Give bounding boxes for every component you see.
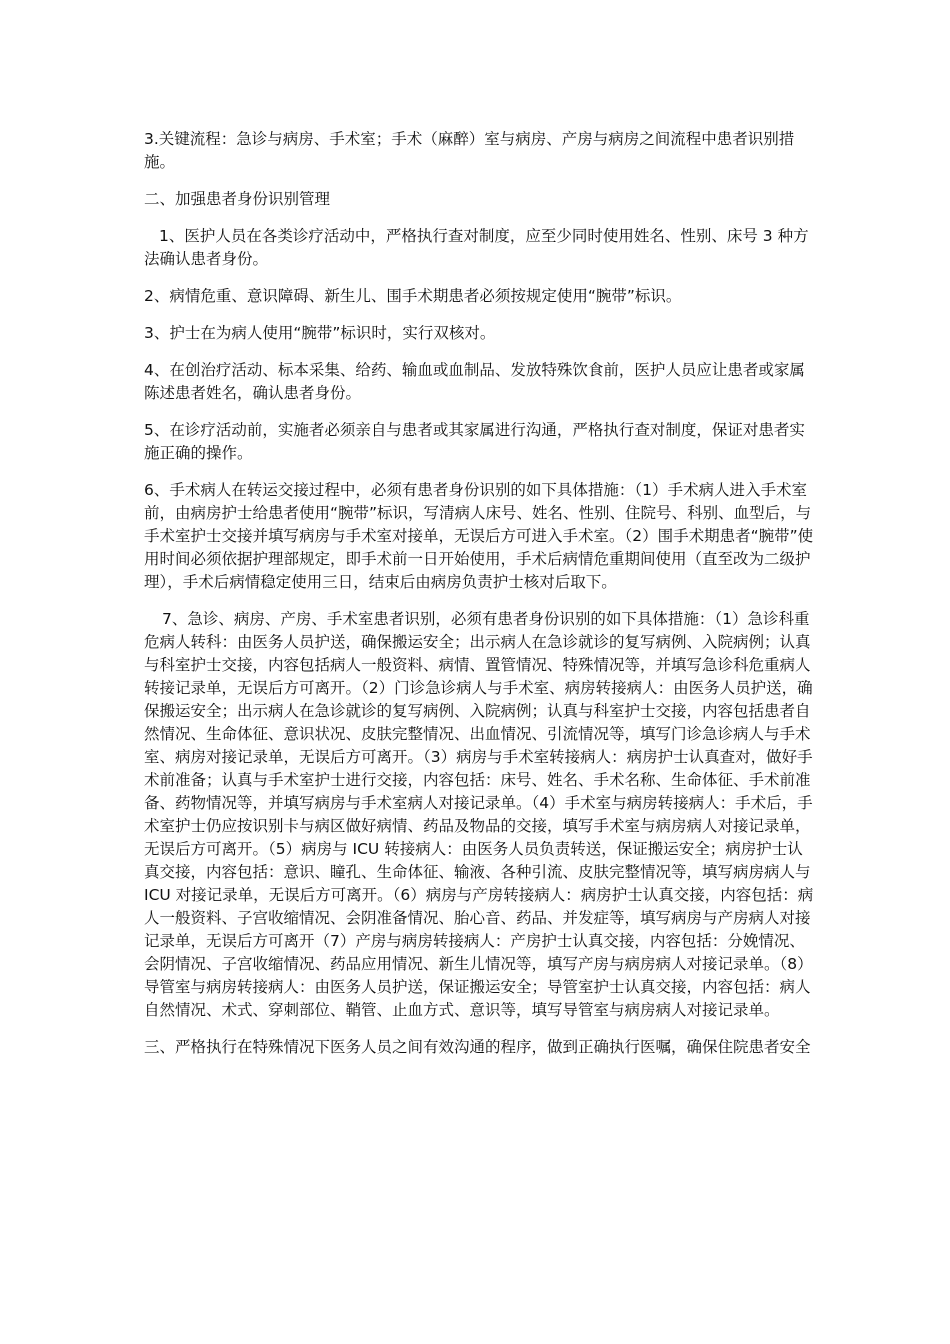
section-heading-communication: 三、严格执行在特殊情况下医务人员之间有效沟通的程序，做到正确执行医嘱，确保住院患者安全 xyxy=(144,1038,811,1056)
document-body xyxy=(144,128,816,1073)
paragraph-item-3: 3、护士在为病人使用“腕带”标识时，实行双核对。 xyxy=(144,324,496,342)
paragraph-item-7: 7、急诊、病房、产房、手术室患者识别，必须有患者身份识别的如下具体措施：（1）急诊科重危病人转科：由医务人员护送，确保搬运安全；出示病人在急诊就诊的复写病例、入院病例；认真与科室护士交接，内容包括病人一般资料、病情、置管情况、特殊情况等，并填写急诊科危重病人转接记录单，无误后方可离开。（2）门诊急诊病人与手术室、病房转接病人：由医务人员护送，确保搬运安全；出示病人在急诊就诊的复写病例、入院病例；认真与科室护士交接，内容包括患者自然情况、生命体征、意识状况、皮肤完整情况、出血情况、引流情况等，填写门诊急诊病人与手术室、病房对接记录单，无误后方可离开。（3）病房与手术室转接病人：病房护士认真查对，做好手术前准备；认真与手术室护士进行交接，内容包括：床号、姓名、手术名称、生命体征、手术前准备、药物情况等，并填写病房与手术室病人对接记录单。（4）手术室与病房转接病人：手术后，手术室护士仍应按识别卡与病区做好病情、药品及物品的交接，填写手术室与病房病人对接记录单，无误后方可离开。（5）病房与 ICU 转接病人：由医务人员负责转送，保证搬运安全；病房护士认真交接，内容包括：意识、瞳孔、生命体征、输液、各种引流、皮肤完整情况等，填写病房病人与 ICU 对接记录单，无误后方可离开。（6）病房与产房转接病人：病房护士认真交接，内容包括：病人一般资料、子宫收缩情况、会阴准备情况、胎心音、药品、并发症等，填写病房与产房病人对接记录单，无误后方可离开（7）产房与病房转接病人：产房护士认真交接，内容包括：分娩情况、会阴情况、子宫收缩情况、药品应用情况、新生儿情况等，填写产房与病房病人对接记录单。（8）导管室与病房转接病人：由医务人员护送，保证搬运安全；导管室护士认真交接，内容包括：病人自然情况、术式、穿刺部位、鞘管、止血方式、意识等，填写导管室与病房病人对接记录单。 xyxy=(144,610,814,1019)
paragraph-item-2: 2、病情危重、意识障碍、新生儿、围手术期患者必须按规定使用“腕带”标识。 xyxy=(144,287,682,305)
section-heading-identity-management: 二、加强患者身份识别管理 xyxy=(144,190,331,208)
paragraph-item-1: 1、医护人员在各类诊疗活动中，严格执行查对制度，应至少同时使用姓名、性别、床号 3 种方法确认患者身份。 xyxy=(144,227,809,268)
paragraph-item-4: 4、在创治疗活动、标本采集、给药、输血或血制品、发放特殊饮食前，医护人员应让患者或家属陈述患者姓名，确认患者身份。 xyxy=(144,361,805,402)
paragraph-item-5: 5、在诊疗活动前，实施者必须亲自与患者或其家属进行沟通，严格执行查对制度，保证对患者实施正确的操作。 xyxy=(144,421,805,462)
paragraph-key-process: 3.关键流程：急诊与病房、手术室；手术（麻醉）室与病房、产房与病房之间流程中患者识别措施。 xyxy=(144,130,795,171)
paragraph-item-6: 6、手术病人在转运交接过程中，必须有患者身份识别的如下具体措施：（1）手术病人进入手术室前，由病房护士给患者使用“腕带”标识，写清病人床号、姓名、性别、住院号、科别、血型后，与手术室护士交接并填写病房与手术室对接单，无误后方可进入手术室。（2）围手术期患者“腕带”使用时间必须依据护理部规定，即手术前一日开始使用，手术后病情危重期间使用（直至改为二级护理），手术后病情稳定使用三日，结束后由病房负责护士核对后取下。 xyxy=(144,481,814,591)
